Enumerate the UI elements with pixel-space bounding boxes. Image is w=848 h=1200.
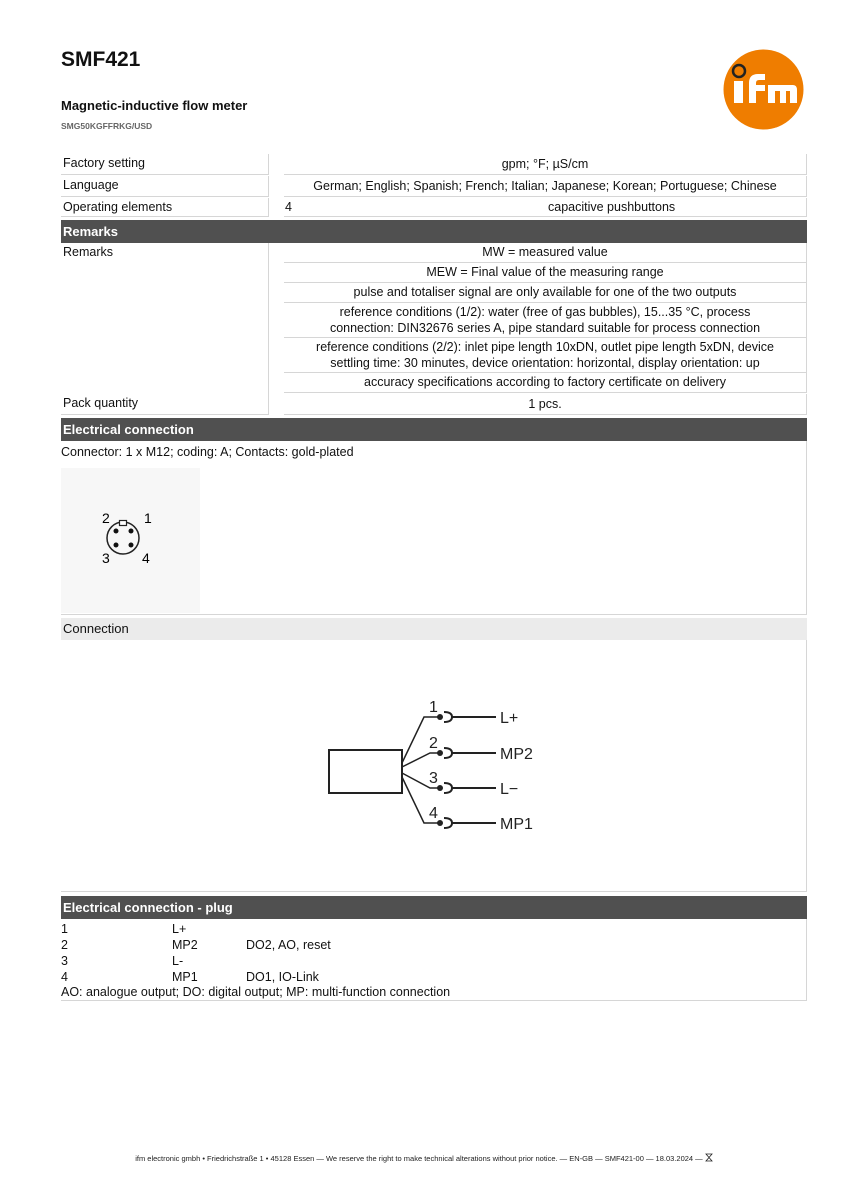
plug-pin: 4 bbox=[61, 970, 68, 984]
plug-function: DO1, IO-Link bbox=[246, 970, 319, 984]
remark-item: reference conditions (1/2): water (free of gas bubbles), 15...35 °C, process connection: DIN32676 series A, pipe standard suitable for process connection bbox=[284, 303, 807, 338]
wire-signal-label: MP1 bbox=[500, 816, 533, 833]
m12-connector-pinout bbox=[96, 506, 156, 566]
wire-signal-label: MP2 bbox=[500, 746, 533, 763]
footer-text: ifm electronic gmbh • Friedrichstraße 1 • 45128 Essen — We reserve the right to make technical alterations without prior notice. — EN-GB — SMF421-00 — 18.03.2024 — bbox=[135, 1154, 703, 1163]
product-subtitle: Magnetic-inductive flow meter bbox=[61, 98, 248, 113]
section-header-plug: Electrical connection - plug bbox=[61, 896, 807, 919]
pin-dot bbox=[129, 529, 134, 534]
spec-label: Factory setting bbox=[61, 154, 269, 175]
connector-text: Connector: 1 x M12; coding: A; Contacts: gold-plated bbox=[61, 445, 354, 459]
spec-value-row bbox=[284, 198, 807, 217]
section-header-electrical: Electrical connection bbox=[61, 418, 807, 441]
plug-pin: 3 bbox=[61, 954, 68, 968]
wire-pin-label: 3 bbox=[429, 770, 438, 787]
pin-dot bbox=[114, 529, 119, 534]
section-header-remarks: Remarks bbox=[61, 220, 807, 243]
wire-pin-label: 4 bbox=[429, 805, 438, 822]
plug-legend: AO: analogue output; DO: digital output; MP: multi-function connection bbox=[61, 985, 451, 999]
spec-value: gpm; °F; µS/cm bbox=[284, 154, 807, 175]
spec-value: German; English; Spanish; French; Italian; Japanese; Korean; Portuguese; Chinese bbox=[284, 176, 807, 197]
spec-value: capacitive pushbuttons bbox=[548, 200, 676, 214]
pack-quantity-value: 1 pcs. bbox=[284, 394, 807, 415]
pin-label: 4 bbox=[142, 550, 150, 566]
wire-signal-label: L+ bbox=[500, 710, 519, 727]
wiring-diagram bbox=[320, 695, 550, 840]
connection-label: Connection bbox=[61, 618, 807, 640]
remark-item: accuracy specifications according to factory certificate on delivery bbox=[284, 373, 807, 393]
page-title: SMF421 bbox=[61, 48, 141, 71]
plug-pin: 1 bbox=[61, 922, 68, 936]
wire-signal-label: L− bbox=[500, 781, 519, 798]
pack-quantity-label: Pack quantity bbox=[61, 394, 269, 415]
remark-item: MW = measured value bbox=[284, 243, 807, 263]
hourglass-icon bbox=[705, 1153, 713, 1162]
plug-function: DO2, AO, reset bbox=[246, 938, 331, 952]
pin-label: 3 bbox=[102, 550, 110, 566]
pin-dot bbox=[129, 543, 134, 548]
plug-name: L- bbox=[172, 954, 184, 968]
spec-value-count: 4 bbox=[285, 200, 292, 214]
article-code: SMG50KGFFRKG/USD bbox=[61, 121, 153, 131]
plug-pin: 2 bbox=[61, 938, 68, 952]
remark-item: MEW = Final value of the measuring range bbox=[284, 263, 807, 283]
plug-name: L+ bbox=[172, 922, 187, 936]
spec-label: Operating elements bbox=[61, 198, 269, 217]
pin-label: 2 bbox=[102, 510, 110, 526]
wire-pin-label: 1 bbox=[429, 699, 438, 716]
page-footer bbox=[0, 1153, 848, 1163]
wire-pin-label: 2 bbox=[429, 735, 438, 752]
pin-label: 1 bbox=[144, 510, 152, 526]
pin-dot bbox=[114, 543, 119, 548]
ifm-logo bbox=[723, 49, 804, 130]
remark-item: pulse and totaliser signal are only available for one of the two outputs bbox=[284, 283, 807, 303]
remarks-label: Remarks bbox=[61, 243, 269, 415]
spec-label: Language bbox=[61, 176, 269, 197]
plug-name: MP2 bbox=[172, 938, 198, 952]
plug-name: MP1 bbox=[172, 970, 198, 984]
remark-item: reference conditions (2/2): inlet pipe length 10xDN, outlet pipe length 5xDN, device settling time: 30 minutes, device orientation: horizontal, display orientation: up bbox=[284, 338, 807, 373]
